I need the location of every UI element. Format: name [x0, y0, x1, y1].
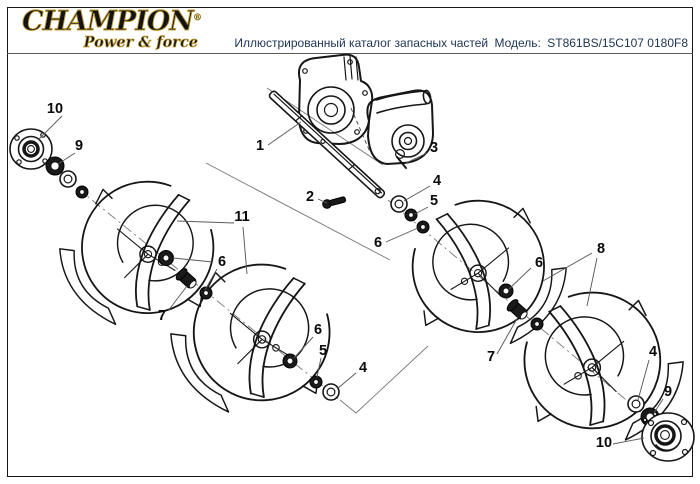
bushing-upper: [417, 221, 429, 233]
bushing-6c: [283, 354, 297, 368]
callout-5: 5: [429, 193, 439, 209]
model-value: ST861BS/15C107 0180F8: [547, 36, 688, 50]
leader-line: [386, 228, 418, 242]
flat-washer-mid: [323, 384, 339, 400]
brand-tagline: Power & force: [83, 34, 198, 51]
leader-line: [509, 268, 531, 289]
flat-washer-upper: [391, 196, 407, 212]
leader-line: [268, 122, 301, 145]
bushing-6a: [159, 251, 174, 266]
flat-washer-left: [60, 171, 76, 187]
callout-5: 5: [318, 343, 328, 359]
callout-10: 10: [46, 101, 64, 117]
leader-line: [177, 221, 234, 223]
brand-name: CHAMPION®: [22, 6, 201, 37]
callout-11: 11: [234, 209, 250, 225]
callout-7: 7: [486, 349, 496, 365]
callout-6: 6: [313, 322, 323, 338]
construction-lines: [30, 88, 681, 446]
lock-nut-mid: [310, 376, 322, 388]
auger-1: [60, 182, 214, 325]
callout-3: 3: [429, 140, 439, 156]
leader-line: [404, 186, 430, 201]
callout-4: 4: [358, 360, 368, 376]
leader-line: [38, 116, 62, 140]
callout-10: 10: [595, 435, 613, 451]
bushing-6e: [531, 318, 543, 330]
bearing-housing-right: [642, 413, 694, 461]
callout-8: 8: [596, 241, 606, 257]
callout-1: 1: [255, 138, 265, 154]
leader-line: [294, 337, 313, 358]
callout-layer: [38, 101, 672, 451]
lock-nut-upper: [405, 209, 417, 221]
leader-line: [168, 286, 187, 311]
callout-4: 4: [432, 173, 442, 189]
model-label: Модель:: [494, 36, 541, 50]
catalog-title: Иллюстрированный каталог запасных частей: [234, 36, 489, 50]
bushing-6d: [499, 284, 513, 298]
flat-washer-right: [628, 396, 644, 412]
callout-6: 6: [217, 254, 227, 270]
bearing-housing-left: [10, 129, 52, 169]
axis-jog-line: [340, 346, 428, 413]
flanged-bushing-7-left: [174, 267, 199, 291]
gearbox-housing-right: [367, 90, 433, 164]
callout-6: 6: [534, 255, 544, 271]
bushing-left: [76, 186, 88, 198]
callout-6: 6: [373, 235, 383, 251]
leader-line: [638, 360, 649, 400]
leader-line: [587, 258, 597, 306]
leader-line: [337, 373, 356, 389]
auger-2: [171, 265, 330, 412]
leader-line: [173, 258, 213, 262]
callout-9: 9: [663, 384, 673, 400]
callout-7: 7: [157, 308, 167, 324]
callout-4: 4: [648, 344, 658, 360]
leader-line: [543, 253, 592, 281]
callout-2: 2: [305, 189, 315, 205]
bearing-left: [46, 157, 64, 175]
leader-line: [415, 207, 428, 214]
registered-mark: ®: [192, 13, 201, 23]
callout-9: 9: [74, 138, 84, 154]
